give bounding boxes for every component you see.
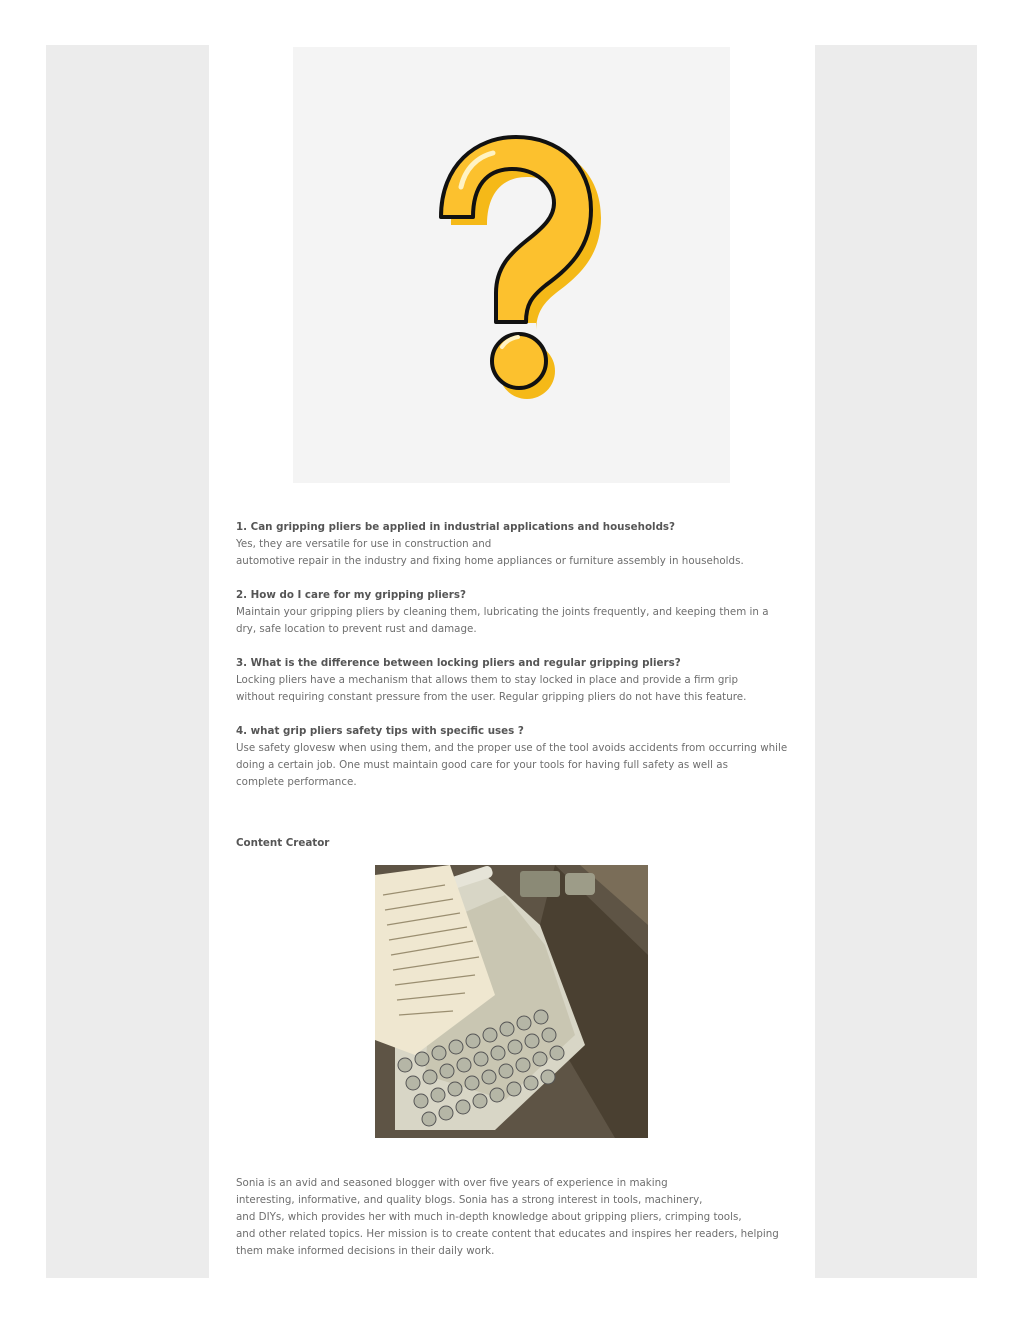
hero-image: [293, 47, 730, 483]
faq-answer: Locking pliers have a mechanism that allows them to stay locked in place and provide a firm grip without requiring constant pressure from the user. Regular gripping pliers do not have this feature.: [236, 674, 747, 703]
typewriter-photo: [375, 865, 648, 1138]
faq-question: 2. How do I care for my gripping pliers?: [236, 589, 466, 601]
faq-answer: Yes, they are versatile for use in construction and automotive repair in the industry and fixing home appliances or furniture assembly in households.: [236, 538, 744, 567]
faq-question: 1. Can gripping pliers be applied in industrial applications and households?: [236, 521, 676, 533]
faq-answer: Use safety glovesw when using them, and the proper use of the tool avoids accidents from occurring while doing a certain job. One must maintain good care for your tools for having full safety as well as complete performance.: [236, 742, 788, 788]
faq-question: 3. What is the difference between locking pliers and regular gripping pliers?: [236, 657, 681, 669]
content-card: [209, 45, 815, 1278]
faq-item: [236, 655, 796, 706]
faq-item: [236, 587, 796, 638]
author-title: Content Creator: [236, 837, 330, 849]
faq-answer: Maintain your gripping pliers by cleaning them, lubricating the joints frequently, and keeping them in a dry, safe location to prevent rust and damage.: [236, 606, 769, 635]
faq-item: [236, 519, 796, 570]
question-mark-icon: [293, 47, 730, 483]
author-photo: [375, 865, 648, 1138]
faq-question: 4. what grip pliers safety tips with specific uses ?: [236, 725, 524, 737]
author-bio: Sonia is an avid and seasoned blogger with over five years of experience in making interesting, informative, and quality blogs. Sonia has a strong interest in tools, machinery, and DIYs, which provides her with much in-depth knowledge about gripping pliers, crimping tools, and other related topics. Her mission is to create content that educates and inspires her readers, helping them make informed decisions in their daily work.: [236, 1177, 779, 1257]
faq-section: [236, 519, 796, 808]
faq-item: [236, 723, 796, 791]
